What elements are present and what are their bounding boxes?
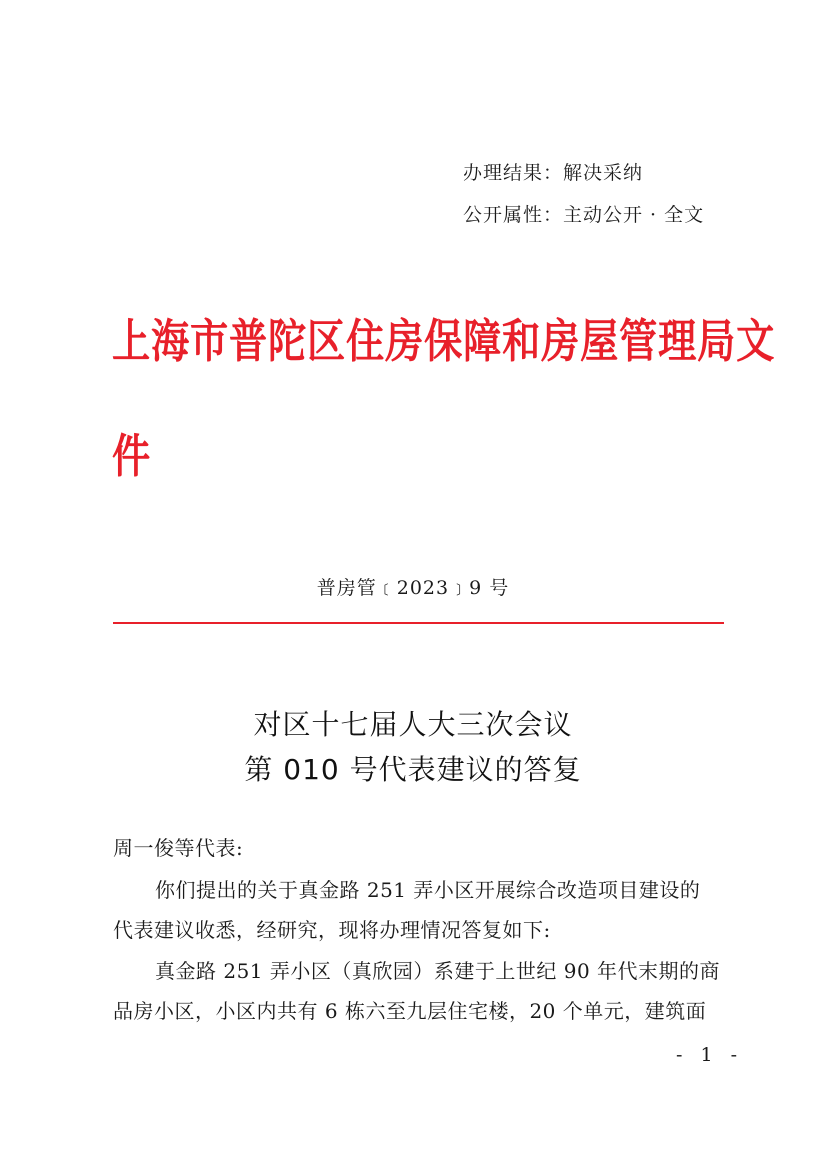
- paragraph-2-line-2: 品房小区，小区内共有 6 栋六至九层住宅楼，20 个单元，建筑面: [113, 999, 707, 1023]
- paragraph-1-line-2: 代表建议收悉，经研究，现将办理情况答复如下:: [113, 918, 551, 942]
- page-number: - 1 -: [676, 1044, 744, 1066]
- issuing-organization-title: 上海市普陀区住房保障和房屋管理局文: [112, 314, 776, 368]
- issuing-organization-title-continued: 件: [112, 429, 151, 483]
- reply-title-line-1: 对区十七届人大三次会议: [253, 708, 573, 741]
- reply-title-line-2: 第 010 号代表建议的答复: [244, 753, 582, 786]
- paragraph-2-line-1: 真金路 251 弄小区（真欣园）系建于上世纪 90 年代末期的商: [155, 959, 721, 983]
- salutation: 周一俊等代表:: [113, 836, 244, 860]
- red-header-divider: [113, 622, 724, 624]
- handling-result-label: 办理结果：解决采纳: [463, 162, 644, 184]
- disclosure-attribute-label: 公开属性：主动公开 · 全文: [463, 204, 705, 226]
- document-number: 普房管﹝2023﹞9 号: [316, 577, 510, 599]
- paragraph-1-line-1: 你们提出的关于真金路 251 弄小区开展综合改造项目建设的: [155, 878, 701, 902]
